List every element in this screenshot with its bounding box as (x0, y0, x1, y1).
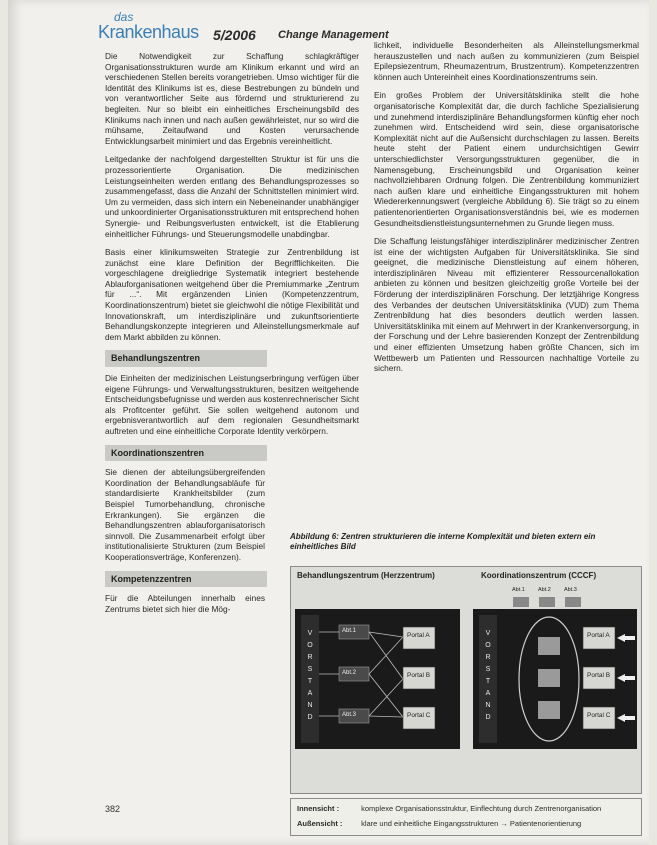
paragraph: Basis einer klinikumsweiten Strategie zur Zentrenbildung ist zunächst eine klare Definition der Begrifflichkeiten. Die vorgeschlagene dreigliedrige Systematik integriert bestehende Ablauforganisationen weitgehend über die Premiummarke „Zentrum für ...“. Mit ergänzenden Linien (Kompetenzzentrum, Koordinationszentrum) bietet sie gleichwohl die nötige Flexibilität und Innovationskraft, um interdisziplinäre und zukunftsorientierte Behandlungskonzepte integrieren und Alleinstellungsmerkmale auf dem Markt abbilden zu können. (105, 247, 359, 342)
vorstand-letter: R (485, 654, 491, 661)
abt3-label-right: Abt.3 (564, 587, 577, 593)
legend-label: Außensicht : (297, 819, 343, 828)
abt3-label-left: Abt.3 (342, 712, 357, 718)
subheading-behandlungszentren: Behandlungszentren (105, 350, 267, 367)
vorstand-letter: D (485, 714, 491, 721)
portal-b-label-left: Portal B (407, 672, 431, 679)
legend-text: klare und einheitliche Eingangsstrukturen → Patientenorientierung (361, 819, 582, 828)
paragraph: Die Notwendigkeit zur Schaffung schlagkräftiger Organisationsstrukturen wurde am Klinikum erkannt und wird an verschiedenen Stellen bereits vorangetrieben. Umso wichtiger für die Identität des Klinikums ist es, diese Bestrebungen zu bündeln und von verantwortlicher Seite aus fördernd und strukturierend zu begleiten. Nur so bleibt ein einheitliches Erscheinungsbild des Klinikums nach innen und nach außen gewährleistet, nur so wird die mühsame, Zeitaufwand und Kosten verursachende Entwicklungsarbeit minimiert und das Ergebnis vereinheitlicht. (105, 51, 359, 146)
portal-a-label-right: Portal A (587, 632, 610, 639)
vorstand-letter: N (307, 702, 313, 709)
paragraph: Für die Abteilungen innerhalb eines Zentrums bietet sich hier die Mög- (105, 593, 265, 614)
paragraph: lichkeit, individuelle Besonderheiten als Alleinstellungsmerkmal herauszustellen und nach außen zu kommunizieren (zum Beispiel Epilepsiezentrum, Rheumazentrum, Brustzentrum). Kompetenzzentren können auch Untereinheit eines Koordinationszentrums sein. (374, 40, 639, 82)
abt-column-header (565, 597, 581, 607)
portal-c-label-left: Portal C (407, 712, 431, 719)
abt-column-header (513, 597, 529, 607)
coordination-block (538, 637, 560, 655)
page-number: 382 (105, 804, 121, 814)
vorstand-letter: S (307, 666, 313, 673)
figure-diagram (291, 567, 641, 793)
paragraph: Ein großes Problem der Universitätsklinika stellt die hohe organisatorische Komplexität dar, die durch fachliche Spezialisierung und zunehmend interdisziplinäre Behandlungsformen künftig eher noch zunehmen wird. Entscheidend wird sein, diese organisatorische Komplexität nicht auf die Außensicht durchschlagen zu lassen. Bereits heute steht der Patient einem undurchsichtigen Gewirr unterschiedlichster Versorgungsstrukturen gegenüber, die in Namensgebung, Erscheinungsbild und Organisation keiner nachvollziehbaren Ordnung folgen. Die Zentrenbildung kommuniziert nach außen klare und einheitliche Eingangsstrukturen mit hohem Wiedererkennungswert (vergleiche Abbildung 6). Sie trägt so zu einem patientenorientierten Organisationsverständnis bei, wie es modernen Gesundheitsdienstleistungsunternehmen zu Grunde liegen muss. (374, 90, 639, 228)
vorstand-letter: A (485, 690, 491, 697)
abt-column-header (539, 597, 555, 607)
portal-a-label-left: Portal A (407, 632, 430, 639)
vorstand-letter: D (307, 714, 313, 721)
coordination-block (538, 669, 560, 687)
figure-6 (290, 566, 642, 794)
abt1-label-right: Abt.1 (512, 587, 525, 593)
figure-caption: Abbildung 6: Zentren strukturieren die interne Komplexität und bieten extern ein einheitliches Bild (290, 532, 596, 551)
vorstand-letter: N (485, 702, 491, 709)
portal-c-label-right: Portal C (587, 712, 611, 719)
vorstand-letter: O (485, 642, 491, 649)
abt1-label-left: Abt.1 (342, 628, 357, 634)
legend-text: komplexe Organisationsstruktur, Einflechtung durch Zentrenorganisation (361, 804, 602, 813)
legend-innensicht (297, 804, 601, 813)
vorstand-letter: T (485, 678, 491, 685)
paragraph: Sie dienen der abteilungsübergreifenden Koordination der Behandlungsabläufe für standardisierte Krankheitsbilder (zum Beispiel Tumorbehandlung, chronische Erkrankungen). Sie ergänzen die Behandlungszentren ablauforganisatorisch sinnvoll. Die Zusammenarbeit erfolgt über institutionalisierte Strukturen (zum Beispiel Kooperationsverträge, Konferenzen). (105, 467, 265, 562)
portal-b-label-right: Portal B (587, 672, 611, 679)
figure-legend (290, 798, 642, 836)
legend-aussensicht (297, 819, 581, 828)
legend-label: Innensicht : (297, 804, 340, 813)
abt2-label-left: Abt.2 (342, 670, 357, 676)
issue-number: 5/2006 (213, 27, 256, 43)
subheading-koordinationszentren: Koordinationszentren (105, 445, 267, 462)
logo-top: das (114, 10, 134, 24)
page (8, 0, 649, 845)
vorstand-letter: T (307, 678, 313, 685)
vorstand-letter: R (307, 654, 313, 661)
subheading-kompetenzzentren: Kompetenzzentren (105, 571, 267, 588)
right-column (374, 40, 639, 382)
vorstand-letter: S (485, 666, 491, 673)
section-title: Change Management (278, 29, 389, 41)
paragraph: Die Schaffung leistungsfähiger interdisziplinärer medizinischer Zentren ist eine der wichtigsten Aufgaben für Universitätsklinika. Sie sind geeignet, die medizinische Dienstleistung auf einem höheren, interdisziplinären Niveau mit effizienterer Ressourcenallokation anbieten zu können und besitzen gleichzeitig große Vorteile bei der Förderung der interdisziplinären Forschung. Der letztjährige Kongress des Verbandes der deutschen Universitätsklinika (VUD) zum Thema Zentrenbildung hat dies besonders deutlich werden lassen. Universitätsklinika mit einem auf Mehrwert in der Krankenversorgung, in der Forschung und der Lehre basierenden Konzept der Zentrenbildung und einer effizienten Umsetzung haben größte Chancen, sich im Wettbewerb um Patienten und Ressourcen nachhaltige Vorteile zu sichern. (374, 236, 639, 374)
coordination-block (538, 701, 560, 719)
paragraph: Leitgedanke der nachfolgend dargestellten Struktur ist für uns die prozessorientierte Organisation. Die medizinischen Leistungseinheiten werden entlang des Behandlungsprozesses so zusammengefasst, dass die Anzahl der Schnittstellen minimiert wird. Um zu vermeiden, dass sich intern ein Nebeneinander unabhängiger und unkoordinierter Organisationsstrukturen mit entsprechend hohen Synergie- und Reibungsverlusten entwickelt, ist die Etablierung einheitlicher Führungs- und Steuerungsmodelle unabdingbar. (105, 154, 359, 239)
vorstand-letter: V (485, 630, 491, 637)
logo-bottom: Krankenhaus (98, 22, 199, 42)
vorstand-letter: O (307, 642, 313, 649)
vorstand-letter: A (307, 690, 313, 697)
vorstand-letter: V (307, 630, 313, 637)
abt2-label-right: Abt.2 (538, 587, 551, 593)
figure-title-right: Koordinationszentrum (CCCF) (481, 571, 597, 580)
figure-title-left: Behandlungszentrum (Herzzentrum) (297, 571, 435, 580)
paragraph: Die Einheiten der medizinischen Leistungserbringung verfügen über eigene Führungs- und Verwaltungsstrukturen, besitzen weitgehende Entscheidungsbefugnisse und werden aus kostenrechnerischer Sicht als Profitcenter geführt. Sie sollen weitgehend autonom und ergebnisverantwortlich auf dem regionalen Gesundheitsmarkt auftreten und eine einheitliche Corporate Identity verkörpern. (105, 373, 359, 436)
